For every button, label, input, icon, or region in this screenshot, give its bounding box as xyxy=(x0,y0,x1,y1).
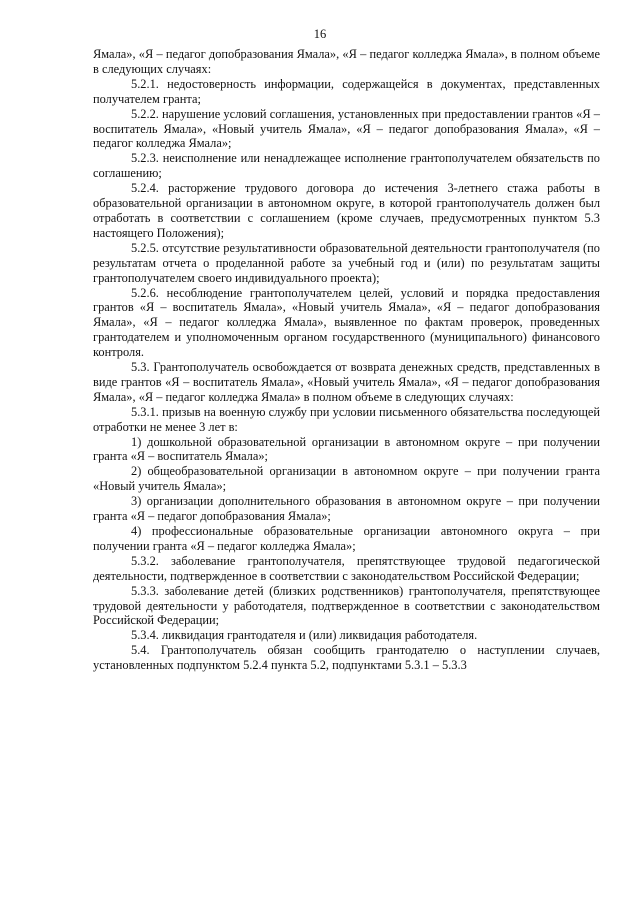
paragraph-5-2-4: 5.2.4. расторжение трудового договора до истечения 3-летнего стажа работы в образовательной организации в автономном округе, в которой грантополучатель должен был отработать в соответствии с соглашением (кроме случаев, предусмотренных пунктом 5.3 настоящего Положения); xyxy=(93,181,600,240)
paragraph-5-3-1: 5.3.1. призыв на военную службу при условии письменного обязательства последующей отработки не менее 3 лет в: xyxy=(93,404,600,434)
paragraph-5-2-2: 5.2.2. нарушение условий соглашения, установленных при предоставлении грантов «Я – воспитатель Ямала», «Новый учитель Ямала», «Я – педагог допобразования Ямала», «Я – педагог колледжа Ямала»; xyxy=(93,106,600,151)
paragraph-5-4: 5.4. Грантополучатель обязан сообщить грантодателю о наступлении случаев, установленных подпунктом 5.2.4 пункта 5.2, подпунктами 5.3.1 – 5.3.3 xyxy=(93,643,600,673)
paragraph-5-2-1: 5.2.1. недостоверность информации, содержащейся в документах, представленных получателем гранта; xyxy=(93,76,600,106)
paragraph-5-2-5: 5.2.5. отсутствие результативности образовательной деятельности грантополучателя (по результатам отчета о проделанной работе за учебный год и (или) по результатам защиты грантополучателем своего индивидуального проекта); xyxy=(93,240,600,285)
paragraph-5-3-3: 5.3.3. заболевание детей (близких родственников) грантополучателя, препятствующее трудовой деятельности у работодателя, подтвержденное в соответствии с законодательством Российской Федерации; xyxy=(93,583,600,628)
list-item-4: 4) профессиональные образовательные организации автономного округа – при получении гранта «Я – педагог колледжа Ямала»; xyxy=(93,524,600,553)
list-item-2: 2) общеобразовательной организации в автономном округе – при получении гранта «Новый учитель Ямала»; xyxy=(93,464,600,494)
paragraph-5-3-2: 5.3.2. заболевание грантополучателя, препятствующее трудовой педагогической деятельности, подтвержденное в соответствии с законодательством Российской Федерации; xyxy=(93,553,600,583)
list-item-1: 1) дошкольной образовательной организации в автономном округе – при получении гранта «Я – воспитатель Ямала»; xyxy=(93,434,600,464)
paragraph-continuation: Ямала», «Я – педагог допобразования Ямала», «Я – педагог колледжа Ямала», в полном объеме в следующих случаях: xyxy=(93,47,600,76)
page-number: 16 xyxy=(313,27,327,41)
paragraph-5-2-6: 5.2.6. несоблюдение грантополучателем целей, условий и порядка предоставления грантов «Я – воспитатель Ямала», «Новый учитель Ямала», «Я – педагог допобразования Ямала», «Я – педагог колледжа Ямала», выявленное по фактам проверок, проведенных грантодателем и уполномоченным органом государственного (муниципального) финансового контроля. xyxy=(93,285,600,360)
paragraph-5-3: 5.3. Грантополучатель освобождается от возврата денежных средств, представленных в виде грантов «Я – воспитатель Ямала», «Новый учитель Ямала», «Я – педагог допобразования Ямала», «Я – педагог колледжа Ямала» в полном объеме в следующих случаях: xyxy=(93,360,600,404)
paragraph-5-2-3: 5.2.3. неисполнение или ненадлежащее исполнение грантополучателем обязательств по соглашению; xyxy=(93,151,600,181)
document-body xyxy=(93,47,600,673)
list-item-3: 3) организации дополнительного образования в автономном округе – при получении гранта «Я – педагог допобразования Ямала»; xyxy=(93,494,600,524)
paragraph-5-3-4: 5.3.4. ликвидация грантодателя и (или) ликвидация работодателя. xyxy=(131,628,478,643)
